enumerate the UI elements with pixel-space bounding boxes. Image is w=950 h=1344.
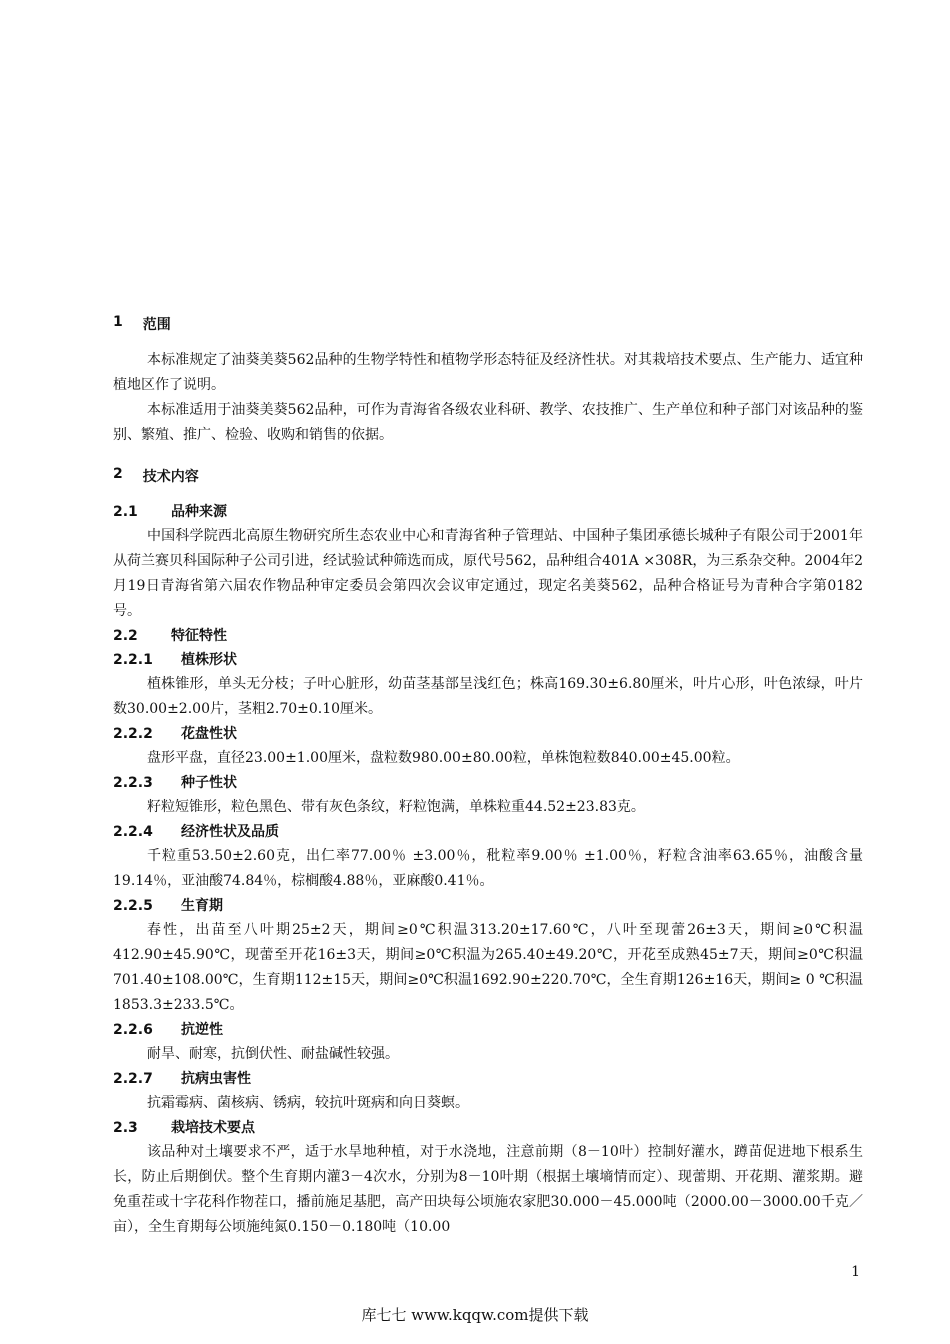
- subsection-heading-2-2-4: [113, 820, 863, 844]
- section-title: 经济性状及品质: [181, 824, 279, 840]
- paragraph-pest-resistance: 抗霜霉病、菌核病、锈病，较抗叶斑病和向日葵螟。: [147, 1095, 469, 1111]
- subsection-heading-2-2-5: [113, 894, 863, 918]
- subsection-heading-2-3: [113, 1116, 863, 1140]
- section-number: 2.2.1: [113, 652, 153, 668]
- section-number: 2: [113, 466, 123, 482]
- section-heading-2: [113, 466, 863, 486]
- document-body: [113, 314, 863, 1240]
- paragraph-head-traits: 盘形平盘，直径23.00±1.00厘米，盘粒数980.00±80.00粒，单株饱粒数840.00±45.00粒。: [147, 750, 740, 766]
- section-title: 特征特性: [171, 628, 227, 644]
- paragraph-stress-resistance: 耐旱、耐寒，抗倒伏性、耐盐碱性较强。: [147, 1046, 399, 1062]
- subsection-heading-2-2-3: [113, 771, 863, 795]
- section-title: 种子性状: [181, 775, 237, 791]
- paragraph-seed-traits: 籽粒短锥形，粒色黑色、带有灰色条纹，籽粒饱满，单株粒重44.52±23.83克。: [147, 799, 645, 815]
- section-number: 2.2.6: [113, 1022, 153, 1038]
- paragraph-scope-2: 本标准适用于油葵美葵562品种，可作为青海省各级农业科研、教学、农技推广、生产单位和种子部门对该品种的鉴别、繁殖、推广、检验、收购和销售的依据。: [113, 402, 863, 443]
- section-title: 抗病虫害性: [181, 1071, 251, 1087]
- section-number: 2.2.5: [113, 898, 153, 914]
- section-title: 技术内容: [142, 469, 199, 485]
- subsection-heading-2-2-6: [113, 1018, 863, 1042]
- paragraph-growth-period: 春性，出苗至八叶期25±2天，期间≥0℃积温313.20±17.60℃，八叶至现蕾26±3天，期间≥0℃积温412.90±45.90℃，现蕾至开花16±3天，期间≥0℃积温为265.40±49.20℃，开花至成熟45±7天，期间≥0℃积温701.40±108.00℃，生育期112±15天，期间≥0℃积温1692.90±220.70℃，全生育期126±16天，期间≥ 0 ℃积温1853.3±233.5℃。: [113, 922, 863, 1013]
- section-number: 1: [113, 314, 123, 330]
- footer-source: 库七七 www.kqqw.com提供下载: [361, 1306, 589, 1324]
- section-number: 2.3: [113, 1120, 138, 1136]
- section-heading-1: [113, 314, 863, 334]
- section-title: 植株形状: [181, 652, 237, 668]
- subsection-heading-2-2: [113, 624, 863, 648]
- paragraph-cultivation: 该品种对土壤要求不严，适于水旱地种植，对于水浇地，注意前期（8－10叶）控制好灌水，蹲苗促进地下根系生长，防止后期倒伏。整个生育期内灌3－4次水，分别为8－10叶期（根据土壤墒情而定）、现蕾期、开花期、灌浆期。避免重茬或十字花科作物茬口，播前施足基肥，高产田块每公顷施农家肥30.000－45.000吨（2000.00－3000.00千克／亩），全生育期每公顷施纯氮0.150－0.180吨（10.00: [113, 1144, 863, 1235]
- section-number: 2.2: [113, 628, 138, 644]
- section-title: 花盘性状: [181, 726, 237, 742]
- section-number: 2.2.2: [113, 726, 153, 742]
- section-title: 范围: [142, 317, 171, 333]
- paragraph-plant-shape: 植株锥形，单头无分枝；子叶心脏形，幼苗茎基部呈浅红色；株高169.30±6.80厘米，叶片心形，叶色浓绿，叶片数30.00±2.00片，茎粗2.70±0.10厘米。: [113, 676, 863, 717]
- page-number: 1: [851, 1264, 860, 1280]
- section-title: 生育期: [181, 898, 223, 914]
- subsection-heading-2-2-7: [113, 1067, 863, 1091]
- subsection-heading-2-2-1: [113, 648, 863, 672]
- section-number: 2.2.4: [113, 824, 153, 840]
- section-title: 栽培技术要点: [171, 1120, 255, 1136]
- paragraph-scope-1: 本标准规定了油葵美葵562品种的生物学特性和植物学形态特征及经济性状。对其栽培技术要点、生产能力、适宜种植地区作了说明。: [113, 352, 863, 393]
- subsection-heading-2-2-2: [113, 722, 863, 746]
- paragraph-economic-traits: 千粒重53.50±2.60克，出仁率77.00％ ±3.00％，秕粒率9.00％ ±1.00％，籽粒含油率63.65％，油酸含量19.14％，亚油酸74.84％，棕榈酸4.88％，亚麻酸0.41％。: [113, 848, 863, 889]
- section-title: 抗逆性: [181, 1022, 223, 1038]
- subsection-heading-2-1: [113, 500, 863, 524]
- section-number: 2.2.3: [113, 775, 153, 791]
- section-title: 品种来源: [171, 504, 227, 520]
- paragraph-variety-source: 中国科学院西北高原生物研究所生态农业中心和青海省种子管理站、中国种子集团承德长城种子有限公司于2001年从荷兰赛贝科国际种子公司引进，经试验试种筛选而成，原代号562，品种组合401A ×308R，为三系杂交种。2004年2月19日青海省第六届农作物品种审定委员会第四次会议审定通过，现定名美葵562，品种合格证号为青种合字第0182号。: [113, 528, 863, 619]
- section-number: 2.2.7: [113, 1071, 153, 1087]
- section-number: 2.1: [113, 504, 138, 520]
